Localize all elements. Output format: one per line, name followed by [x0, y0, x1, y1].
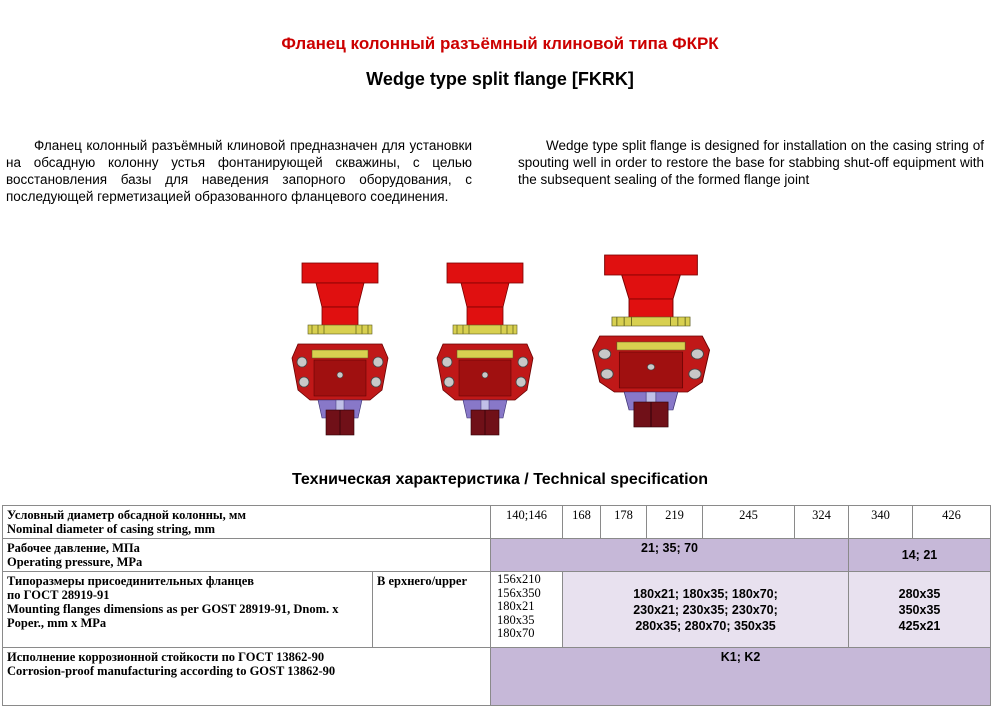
corrosion-label-en: Corrosion-proof manufacturing according to GOST 13862-90 — [7, 664, 336, 678]
description-ru: Фланец колонный разъёмный клиновой предназначен для установки на обсадную колонну устья фонтанирующей скважины, с целью восстановления базы для наведения запорного оборудования, с последующей герметизацией образованного фланцевого соединения. — [6, 138, 472, 204]
pressure-label-en: Operating pressure, MPa — [7, 555, 143, 569]
row-pressure — [3, 539, 991, 572]
corrosion-label-ru: Исполнение коррозионной стойкости по ГОСТ 13862-90 — [7, 650, 325, 664]
pressure-value-b: 14; 21 — [849, 539, 991, 572]
flange-size: 156x210 — [497, 572, 541, 586]
casing-value-8: 426 — [913, 506, 991, 539]
flange-size-line: 425x21 — [898, 618, 941, 633]
flanges-label-ru-1: Типоразмеры присоединительных фланцев — [7, 574, 255, 588]
flanges-upper-label: В ерхнего/upper — [373, 572, 491, 648]
casing-label-en: Nominal diameter of casing string, mm — [7, 522, 216, 536]
row-casing-diameter — [3, 506, 991, 539]
casing-value-1: 140;146 — [491, 506, 563, 539]
flange-unit-1 — [292, 263, 388, 435]
description-en: Wedge type split flange is designed for installation on the casing string of spouting well in order to restore the base for stabbing shut-off equipment with the subsequent sealing of the formed flange joint — [518, 138, 984, 187]
flange-size: 180x21 — [497, 599, 535, 613]
flange-illustrations — [290, 250, 730, 440]
flange-size: 180x35 — [497, 612, 535, 627]
row-flanges — [3, 572, 991, 648]
page-title-en: Wedge type split flange [FKRK] — [366, 69, 634, 89]
flange-size-line: 180x21; 180x35; 180x70; — [633, 586, 778, 601]
spec-heading: Техническая характеристика / Technical specification — [291, 471, 709, 488]
row-corrosion — [3, 648, 991, 706]
flange-size: 156x350 — [497, 585, 541, 600]
pressure-label-ru: Рабочее давление, МПа — [7, 541, 140, 555]
casing-value-2: 168 — [563, 506, 601, 539]
pressure-value-a: 21; 35; 70 — [491, 539, 849, 572]
flange-size-line: 280x35 — [898, 586, 941, 601]
flanges-col-c — [849, 572, 991, 648]
casing-label-ru: Условный диаметр обсадной колонны, мм — [7, 508, 246, 522]
casing-value-6: 324 — [795, 506, 849, 539]
page-title-ru: Фланец колонный разъёмный клиновой типа ФКРК — [281, 34, 719, 53]
flanges-col-b — [563, 572, 849, 648]
spec-table — [2, 505, 991, 706]
flange-unit-3 — [592, 255, 709, 427]
casing-value-3: 178 — [601, 506, 647, 539]
flange-size-line: 350x35 — [898, 602, 941, 617]
casing-value-5: 245 — [703, 506, 795, 539]
flanges-label-ru-2: по ГОСТ 28919-91 — [7, 588, 110, 602]
flanges-col-a — [491, 572, 563, 648]
casing-value-4: 219 — [647, 506, 703, 539]
flange-size: 180x70 — [497, 626, 535, 640]
flange-unit-2 — [437, 263, 533, 435]
corrosion-value: K1; K2 — [491, 648, 991, 706]
casing-value-7: 340 — [849, 506, 913, 539]
flanges-label-en: Mounting flanges dimensions as per GOST 28919-91, Dnom. x Poper., mm x MPa — [7, 602, 339, 630]
flange-size-line: 280x35; 280x70; 350x35 — [635, 618, 776, 633]
flange-size-line: 230x21; 230x35; 230x70; — [633, 602, 778, 617]
